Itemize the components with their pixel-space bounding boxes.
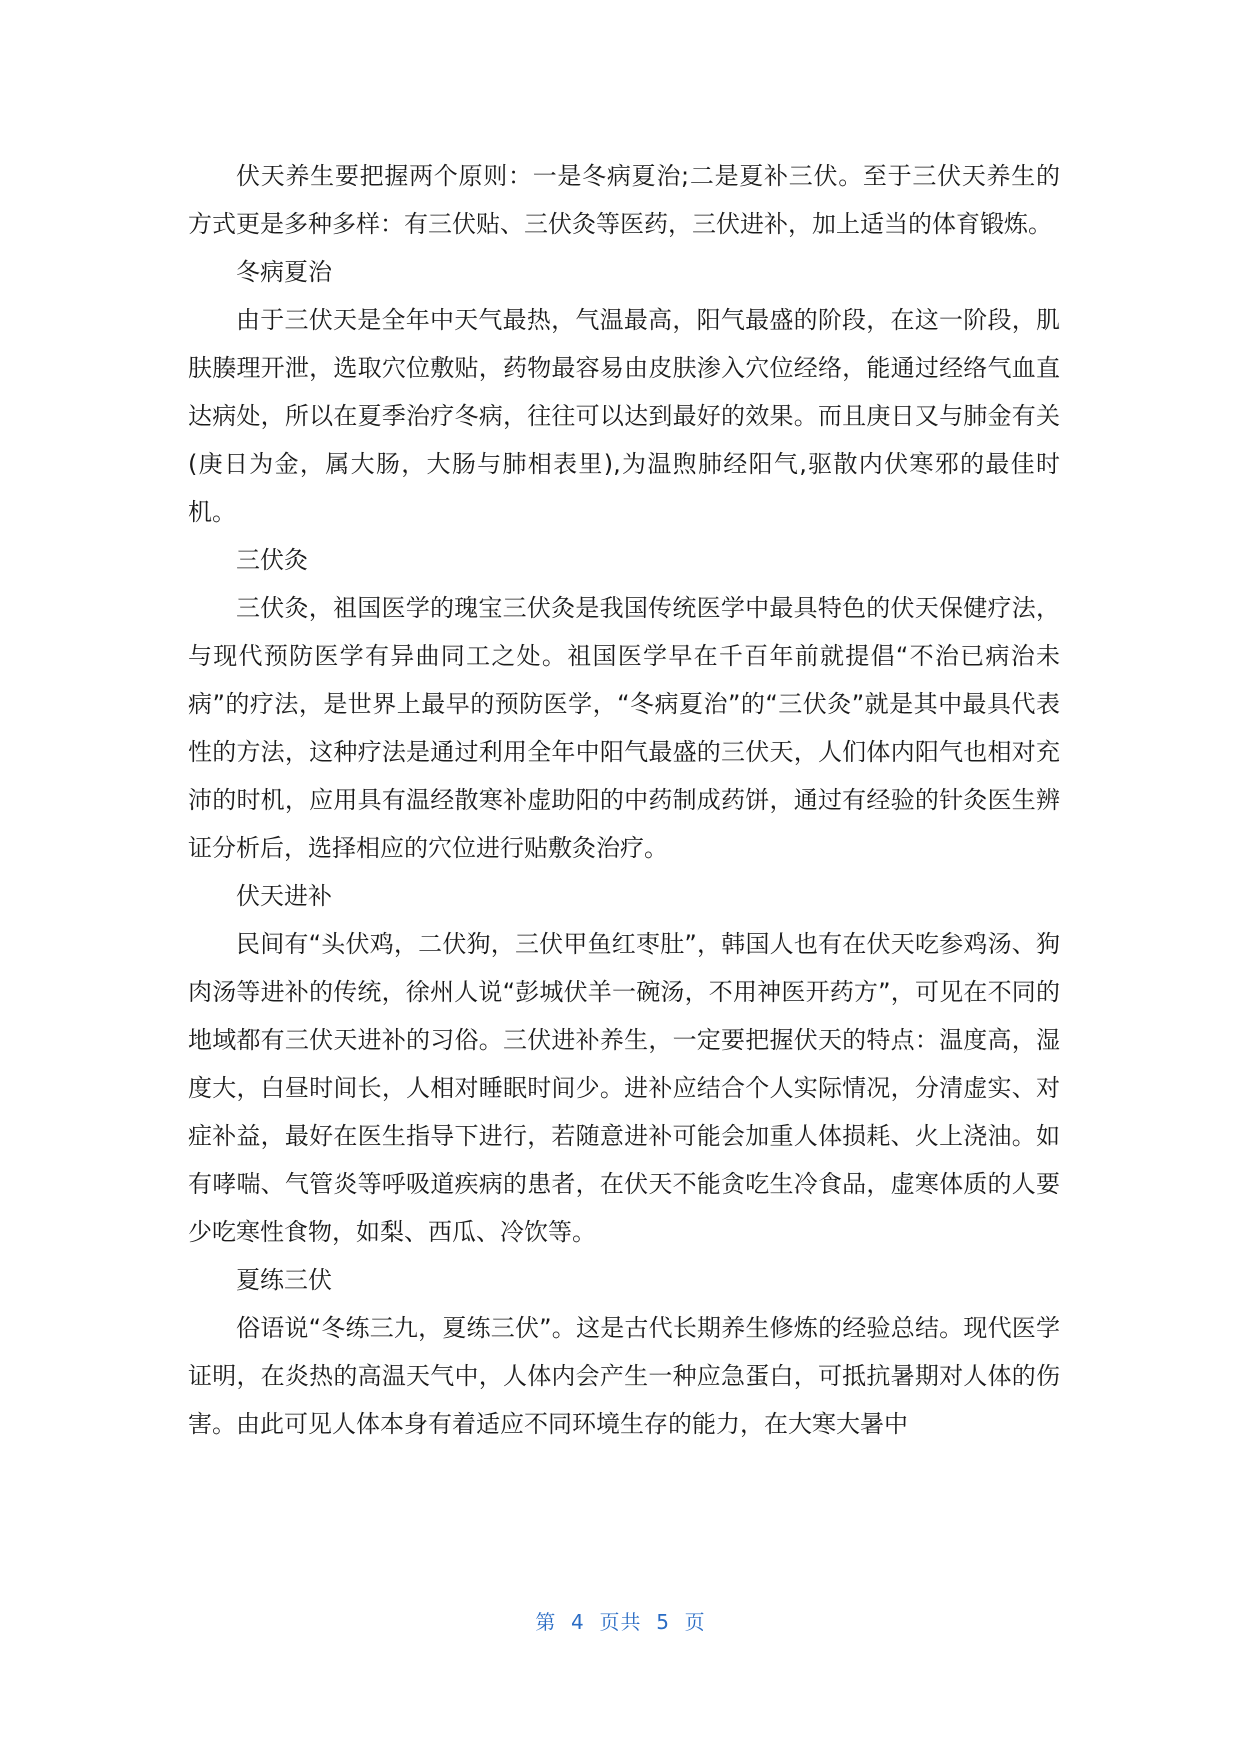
paragraph-intro: 伏天养生要把握两个原则：一是冬病夏治;二是夏补三伏。至于三伏天养生的方式更是多种多样：有三伏贴、三伏灸等医药，三伏进补，加上适当的体育锻炼。 — [188, 162, 1060, 238]
paragraph-dog-days-tonic: 民间有“头伏鸡，二伏狗，三伏甲鱼红枣肚”，韩国人也有在伏天吃参鸡汤、狗肉汤等进补的传统，徐州人说“彭城伏羊一碗汤，不用神医开药方”，可见在不同的地域都有三伏天进补的习俗。三伏进补养生，一定要把握伏天的特点：温度高，湿度大，白昼时间长，人相对睡眠时间少。进补应结合个人实际情况，分清虚实、对症补益，最好在医生指导下进行，若随意进补可能会加重人体损耗、火上浇油。如有哮喘、气管炎等呼吸道疾病的患者，在伏天不能贪吃生冷食品，虚寒体质的人要少吃寒性食物，如梨、西瓜、冷饮等。 — [188, 930, 1060, 1246]
paragraph-sanfu-moxibustion: 三伏灸，祖国医学的瑰宝三伏灸是我国传统医学中最具特色的伏天保健疗法，与现代预防医学有异曲同工之处。祖国医学早在千百年前就提倡“不治已病治未病”的疗法，是世界上最早的预防医学，“冬病夏治”的“三伏灸”就是其中最具代表性的方法，这种疗法是通过利用全年中阳气最盛的三伏天，人们体内阳气也相对充沛的时机，应用具有温经散寒补虚助阳的中药制成药饼，通过有经验的针灸医生辨证分析后，选择相应的穴位进行贴敷灸治疗。 — [188, 594, 1060, 862]
page-number-footer — [0, 1606, 1241, 1635]
paragraph-summer-exercise: 俗语说“冬练三九，夏练三伏”。这是古代长期养生修炼的经验总结。现代医学证明，在炎热的高温天气中，人体内会产生一种应急蛋白，可抵抗暑期对人体的伤害。由此可见人体本身有着适应不同环境生存的能力，在大寒大暑中 — [188, 1314, 1060, 1438]
current-page-number: 4 — [571, 1610, 585, 1634]
section-heading-dog-days-tonic: 伏天进补 — [236, 882, 332, 910]
total-pages-number: 5 — [656, 1610, 670, 1634]
section-heading-sanfu-moxibustion: 三伏灸 — [236, 546, 308, 574]
section-heading-winter-disease-summer-treatment: 冬病夏治 — [236, 258, 332, 286]
footer-middle: 页共 — [599, 1610, 642, 1634]
paragraph-winter-disease-summer-treatment: 由于三伏天是全年中天气最热，气温最高，阳气最盛的阶段，在这一阶段，肌肤腠理开泄，选取穴位敷贴，药物最容易由皮肤渗入穴位经络，能通过经络气血直达病处，所以在夏季治疗冬病，往往可以达到最好的效果。而且庚日又与肺金有关(庚日为金，属大肠，大肠与肺相表里),为温煦肺经阳气,驱散内伏寒邪的最佳时机。 — [188, 306, 1060, 526]
document-body — [188, 152, 1060, 1448]
footer-prefix: 第 — [535, 1610, 557, 1634]
section-heading-summer-exercise: 夏练三伏 — [236, 1266, 332, 1294]
footer-suffix: 页 — [684, 1610, 706, 1634]
